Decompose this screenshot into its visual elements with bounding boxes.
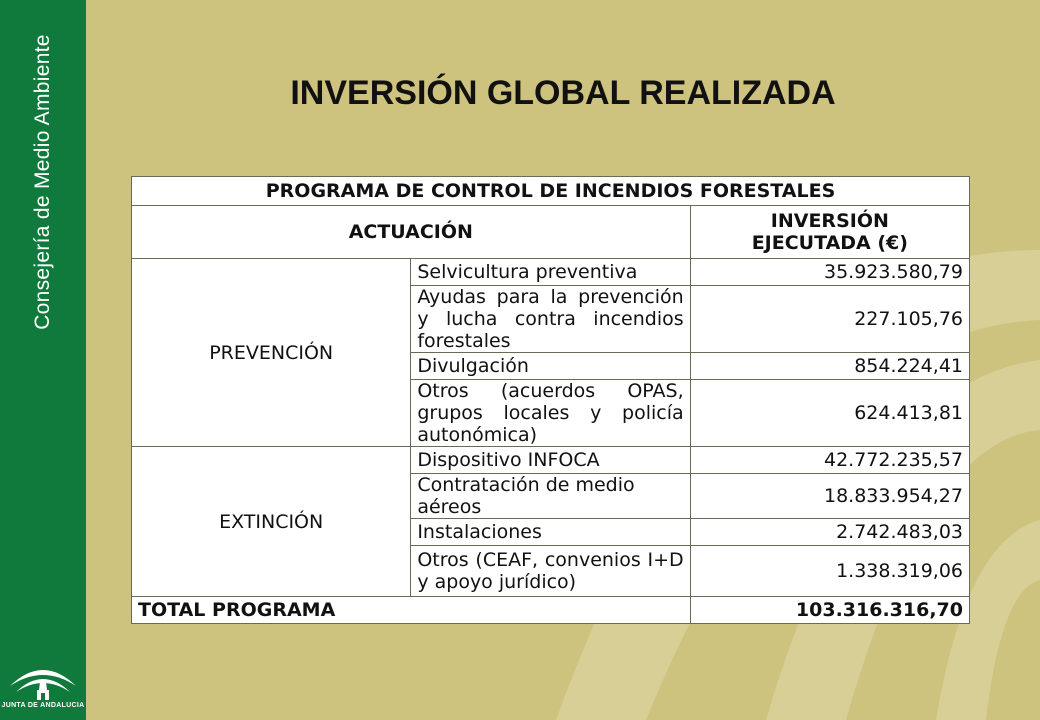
row-value: 35.923.580,79 (690, 259, 969, 286)
table-row (132, 447, 970, 474)
total-label: TOTAL PROGRAMA (132, 597, 691, 624)
row-value: 1.338.319,06 (690, 546, 969, 597)
total-value: 103.316.316,70 (690, 597, 969, 624)
program-title-row (132, 177, 970, 206)
row-label: Selvicultura preventiva (411, 259, 690, 286)
program-title: PROGRAMA DE CONTROL DE INCENDIOS FORESTALES (132, 177, 970, 206)
row-label: Contratación de medio aéreos (411, 474, 690, 519)
row-label: Divulgación (411, 353, 690, 380)
row-label: Instalaciones (411, 519, 690, 546)
actuacion-header: ACTUACIÓN (132, 206, 691, 259)
row-value: 2.742.483,03 (690, 519, 969, 546)
group-prevencion: PREVENCIÓN (132, 259, 411, 447)
sidebar (0, 0, 86, 720)
inversion-header (690, 206, 969, 259)
row-value: 227.105,76 (690, 286, 969, 353)
inversion-header-line2: EJECUTADA (€) (751, 232, 908, 254)
table-row (132, 259, 970, 286)
inversion-header-line1: INVERSIÓN (770, 210, 889, 232)
row-value: 42.772.235,57 (690, 447, 969, 474)
row-value: 18.833.954,27 (690, 474, 969, 519)
row-label: Otros (acuerdos OPAS, grupos locales y policía autonómica) (411, 380, 690, 447)
row-label: Ayudas para la prevención y lucha contra incendios forestales (411, 286, 690, 353)
row-value: 854.224,41 (690, 353, 969, 380)
row-label: Dispositivo INFOCA (411, 447, 690, 474)
investment-table (131, 176, 970, 624)
row-label: Otros (CEAF, convenios I+D y apoyo jurídico) (411, 546, 690, 597)
total-row (132, 597, 970, 624)
page-title: INVERSIÓN GLOBAL REALIZADA (290, 74, 836, 112)
row-value: 624.413,81 (690, 380, 969, 447)
sidebar-organization-name: Consejería de Medio Ambiente (31, 34, 54, 330)
header-row (132, 206, 970, 259)
group-extincion: EXTINCIÓN (132, 447, 411, 597)
logo-caption: JUNTA DE ANDALUCIA (1, 702, 85, 709)
